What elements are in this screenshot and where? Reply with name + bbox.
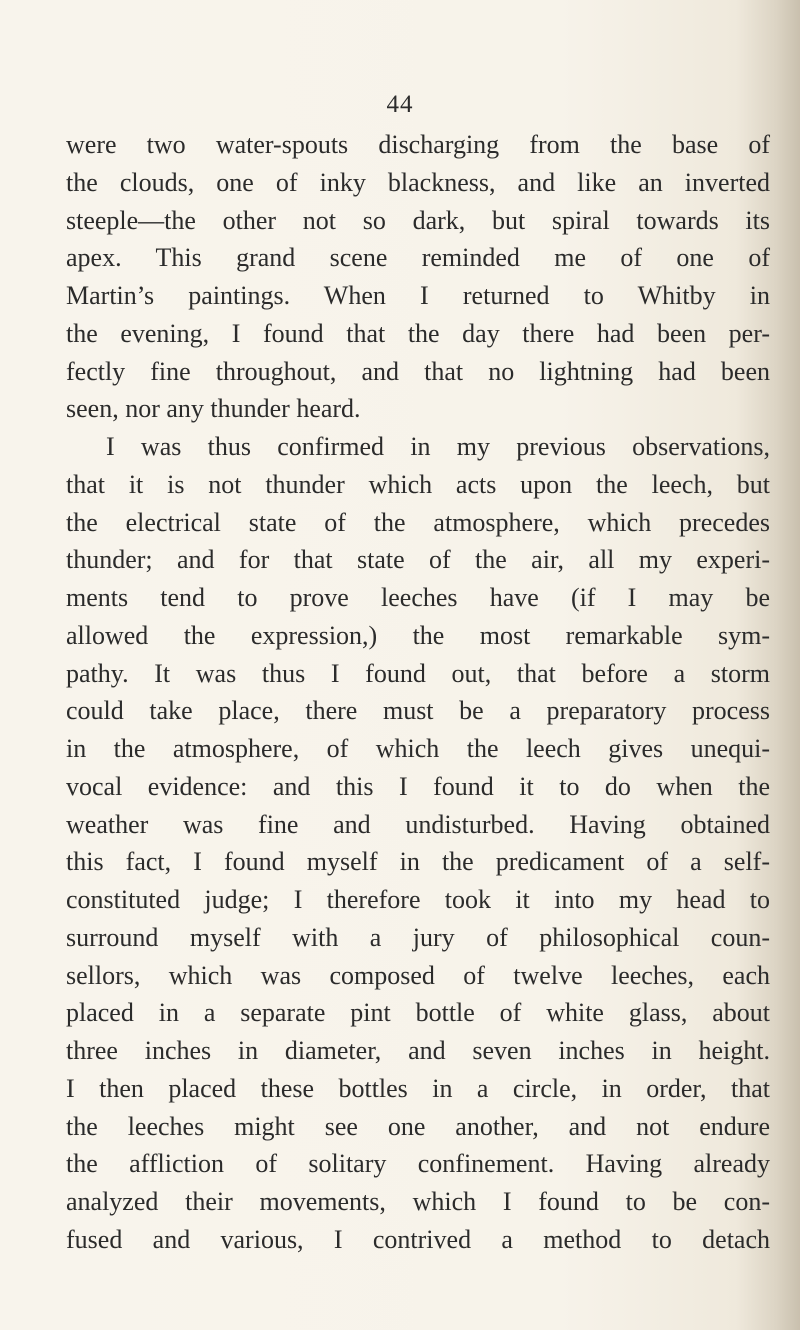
text-line: apex. This grand scene reminded me of one of [66,243,770,273]
text-line: ments tend to prove leeches have (if I may be [66,583,770,612]
text-line: fectly fine throughout, and that no lightning had been [66,356,770,386]
text-line: Martin’s paintings. When I returned to Whitby in [66,281,770,310]
body-text [66,126,770,1259]
text-line: could take place, there must be a preparatory process [66,696,770,726]
text-line: fused and various, I contrived a method to detach [66,1224,770,1254]
text-line: sellors, which was composed of twelve leeches, each [66,960,770,990]
text-line: that it is not thunder which acts upon the leech, but [66,469,770,499]
text-line: I was thus confirmed in my previous observations, [106,432,770,461]
text-line: seen, nor any thunder heard. [66,394,361,424]
text-line: placed in a separate pint bottle of white glass, about [66,998,770,1028]
text-line: this fact, I found myself in the predicament of a self- [66,847,770,877]
text-line: the leeches might see one another, and not endure [66,1111,770,1141]
text-line: in the atmosphere, of which the leech gives unequi- [66,734,770,763]
text-line: weather was fine and undisturbed. Having obtained [66,809,770,839]
text-line: surround myself with a jury of philosophical coun- [66,922,770,952]
text-line: vocal evidence: and this I found it to do when the [66,771,770,801]
text-line: the affliction of solitary confinement. Having already [66,1149,770,1179]
text-line: allowed the expression,) the most remarkable sym- [66,620,770,650]
text-line: I then placed these bottles in a circle, in order, that [66,1073,770,1103]
text-line: pathy. It was thus I found out, that before a storm [66,658,770,688]
text-line: steeple—the other not so dark, but spiral towards its [66,205,770,235]
text-line: were two water-spouts discharging from the base of [66,130,770,159]
text-line: thunder; and for that state of the air, all my experi- [66,545,770,575]
text-line: analyzed their movements, which I found to be con- [66,1187,770,1216]
text-line: the electrical state of the atmosphere, which precedes [66,507,770,537]
page-number: 44 [386,91,414,118]
text-line: constituted judge; I therefore took it into my head to [66,885,770,914]
text-line: the clouds, one of inky blackness, and like an inverted [66,167,770,197]
text-line: three inches in diameter, and seven inches in height. [66,1036,770,1065]
text-line: the evening, I found that the day there had been per- [66,318,770,348]
